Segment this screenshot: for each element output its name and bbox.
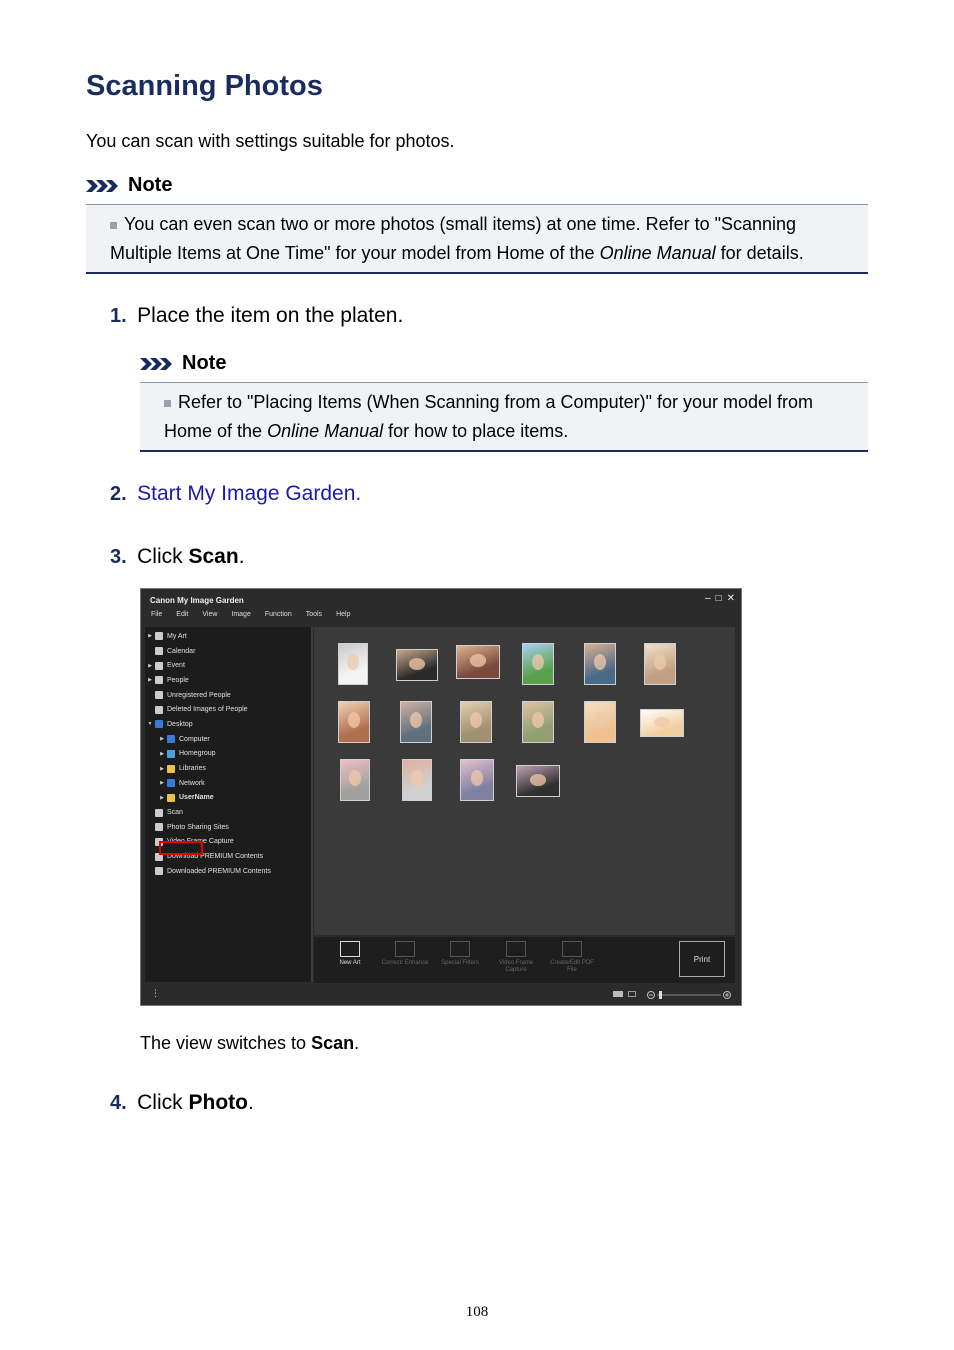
sidebar-item-label: Homegroup [179,750,216,758]
expand-icon[interactable]: ▶ [148,662,152,669]
network-icon [167,779,175,787]
menu-bar [141,611,741,625]
info-icon[interactable]: ⋮ [151,988,160,998]
thumbnail-area [314,627,735,935]
photo-thumbnail[interactable] [644,643,676,685]
step-number: 1. [110,305,127,327]
note-heading-label: Note [128,174,173,196]
tool-create-edit-pdf-file[interactable] [548,941,596,974]
window-title: Canon My Image Garden [150,596,244,605]
note-box [86,204,868,274]
photo-thumbnail[interactable] [340,759,370,801]
bottom-toolbar [314,937,735,983]
tool-label: Video Frame Capture [498,960,534,973]
photo-thumbnail[interactable] [338,643,368,685]
zoom-slider[interactable] [647,990,731,998]
sidebar-item-downloaded-premium-contents[interactable] [145,864,311,879]
user-folder-icon [167,794,175,802]
sidebar-item-label: UserName [179,794,214,802]
tool-icon [562,941,582,957]
expand-icon[interactable]: ▶ [160,794,164,801]
tool-label: New Art [339,960,361,966]
step-2 [110,482,361,506]
photo-thumbnail[interactable] [584,701,616,743]
result-text: The view switches to Scan. [140,1033,360,1053]
unregistered-person-icon [155,691,163,699]
expand-icon[interactable]: ▶ [160,736,164,743]
photo-thumbnail[interactable] [396,649,438,681]
sidebar-item-calendar[interactable] [145,644,311,659]
bullet-icon [164,400,171,407]
view-mode-alt-icon[interactable] [628,991,636,997]
tool-label: Special Filters [441,960,479,966]
step-number: 4. [110,1092,127,1114]
sidebar-item-label: Calendar [167,647,196,655]
tool-icon [395,941,415,957]
page-number: 108 [465,1304,489,1320]
status-bar [141,984,741,1005]
expand-icon[interactable]: ▶ [148,633,152,640]
photo-thumbnail[interactable] [522,701,554,743]
note-text-em: Online Manual [599,243,716,263]
sidebar-item-label: People [167,676,189,684]
photo-sharing-icon [155,823,163,831]
menu-tools[interactable]: Tools [305,611,323,618]
start-my-image-garden-link[interactable]: Start My Image Garden. [137,482,362,505]
menu-view[interactable]: View [202,611,218,618]
photo-thumbnail[interactable] [400,701,432,743]
my-art-icon [155,632,163,640]
downloaded-icon [155,867,163,875]
expand-icon[interactable]: ▶ [148,677,152,684]
photo-thumbnail[interactable] [460,701,492,743]
sidebar-item-label: Computer [179,735,210,743]
step-number: 2. [110,483,127,505]
expand-icon[interactable]: ▶ [160,780,164,787]
sidebar-item-label: Network [179,779,205,787]
note-arrows-icon [140,356,178,372]
sidebar-item-label: Deleted Images of People [167,706,248,714]
photo-thumbnail[interactable] [338,701,370,743]
tool-icon [506,941,526,957]
app-window [140,588,742,1006]
tool-label: Correct/ Enhance [381,960,429,966]
close-icon[interactable]: ✕ [726,593,735,604]
intro-text: You can scan with settings suitable for photos. [86,131,455,151]
sidebar-item-scan[interactable] [145,805,311,820]
photo-thumbnail[interactable] [460,759,494,801]
menu-function[interactable]: Function [264,611,292,618]
minimize-icon[interactable]: – [705,593,711,604]
deleted-person-icon [155,706,163,714]
sidebar-item-label: Photo Sharing Sites [167,823,229,831]
expand-icon[interactable]: ▶ [160,765,164,772]
sidebar-item-network[interactable] [145,776,311,791]
sidebar-item-label: Download PREMIUM Contents [167,853,264,861]
computer-icon [167,735,175,743]
note-box [140,382,868,452]
step-3 [110,545,245,569]
sidebar-item-event[interactable] [145,658,311,673]
expand-icon[interactable]: ▶ [160,750,164,757]
sidebar-item-label: Event [167,662,185,670]
person-icon [155,676,163,684]
sidebar-item-desktop[interactable] [145,717,311,732]
tool-video-frame-capture[interactable] [492,941,540,974]
note-arrows-icon [86,178,124,194]
note-text-a: You can even scan two or more photos (small items) at one time. Refer to "Scanning Multiple Items at One Time" for your model from Home of the [110,214,797,263]
photo-thumbnail[interactable] [640,709,684,737]
tool-new-art[interactable] [326,941,374,967]
tool-special-filters[interactable] [436,941,484,967]
scan-icon [155,809,163,817]
sidebar-item-my-art[interactable] [145,629,311,644]
photo-thumbnail[interactable] [402,759,432,801]
step-1 [110,304,403,328]
step-text: Place the item on the platen. [137,304,404,327]
sidebar-item-unregistered-people[interactable] [145,688,311,703]
menu-file[interactable]: File [151,611,163,618]
step-4 [110,1091,254,1115]
scan-highlight [159,841,203,855]
homegroup-icon [167,750,175,758]
event-icon [155,662,163,670]
tool-correct-enhance[interactable] [381,941,429,967]
sidebar-item-label: Libraries [179,765,206,773]
desktop-icon [155,720,163,728]
sidebar-item-label: Desktop [167,720,193,728]
tool-icon [450,941,470,957]
note-heading-label: Note [182,352,227,374]
step-text: Click Scan. [137,545,245,568]
sidebar-item-username[interactable] [145,791,311,806]
note-text-a: Refer to "Placing Items (When Scanning from a Computer)" for your model from Home of the [164,392,814,441]
sidebar-item-photo-sharing-sites[interactable] [145,820,311,835]
maximize-icon[interactable]: □ [715,593,722,604]
sidebar-item-homegroup[interactable] [145,747,311,762]
sidebar-item-libraries[interactable] [145,761,311,776]
note-heading [86,174,172,197]
sidebar-item-label: Video Frame Capture [167,838,234,846]
menu-image[interactable]: Image [231,611,251,618]
sidebar-item-label: Unregistered People [167,691,231,699]
window-controls [705,593,735,604]
note-text-b: for details. [715,243,804,263]
tool-icon [340,941,360,957]
note-text-b: for how to place items. [383,421,569,441]
sidebar-item-label: Scan [167,809,183,817]
sidebar-item-deleted-images-of-people[interactable] [145,702,311,717]
photo-thumbnail[interactable] [522,643,554,685]
sidebar-tree [145,627,313,982]
calendar-icon [155,647,163,655]
sidebar-item-label: My Art [167,632,187,640]
sidebar-item-people[interactable] [145,673,311,688]
libraries-icon [167,765,175,773]
menu-edit[interactable]: Edit [176,611,189,618]
page-title: Scanning Photos [86,70,323,102]
menu-help[interactable]: Help [336,611,351,618]
photo-thumbnail[interactable] [456,645,500,679]
step-number: 3. [110,546,127,568]
note-heading [140,352,226,375]
view-mode-icon[interactable] [613,991,623,997]
sidebar-item-label: Downloaded PREMIUM Contents [167,867,271,875]
photo-thumbnail[interactable] [516,765,560,797]
note-text-em: Online Manual [267,421,384,441]
bullet-icon [110,222,117,229]
expand-icon[interactable]: ▼ [147,721,153,728]
step-text: Click Photo. [137,1091,254,1114]
print-button[interactable]: Print [679,941,725,977]
sidebar-item-computer[interactable] [145,732,311,747]
photo-thumbnail[interactable] [584,643,616,685]
tool-label: Create/Edit PDF File [550,960,594,973]
